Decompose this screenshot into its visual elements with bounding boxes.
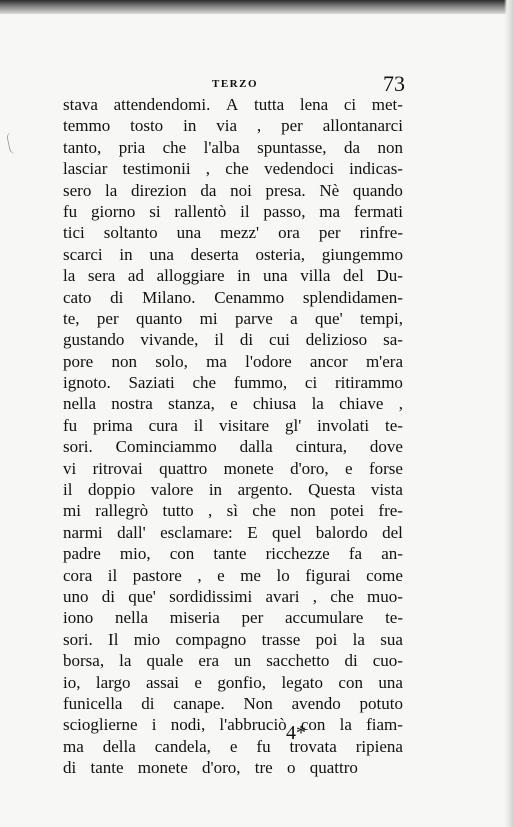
word: temmo (63, 116, 111, 136)
word: del (382, 522, 403, 542)
word: ritrovai (92, 458, 143, 478)
word: per (318, 223, 341, 243)
word: fu (256, 736, 271, 756)
word: parve (234, 308, 273, 328)
word: , (208, 501, 213, 521)
word: della (102, 736, 136, 756)
word: potuto (359, 693, 403, 713)
word: una (149, 244, 174, 264)
word: monete (223, 458, 274, 478)
word: sordidissimi (169, 586, 253, 606)
word: deserta (190, 244, 239, 264)
word: gonfio, (217, 672, 267, 692)
text-line (63, 693, 403, 714)
word: muo- (367, 586, 403, 606)
word: nodi, (170, 715, 206, 735)
word: da (200, 180, 217, 200)
word: iono (63, 608, 94, 628)
word: alloggiare (156, 266, 225, 286)
word: sori. (63, 629, 93, 649)
word: in (183, 116, 197, 136)
word: met- (371, 95, 403, 114)
word: valore (150, 480, 194, 500)
word: in (208, 480, 223, 500)
word: , (197, 565, 202, 585)
word: l'alba (203, 137, 240, 157)
word: con (300, 715, 326, 735)
word: non (377, 137, 403, 157)
word: indicas- (349, 159, 403, 179)
word: dalla (239, 437, 273, 457)
word: quando (352, 180, 403, 200)
word: la (339, 715, 352, 735)
word: l'abbruciò (219, 715, 287, 735)
text-line (63, 736, 403, 757)
word: vista (370, 480, 403, 500)
word: trasse (261, 629, 301, 649)
word: ancor (309, 351, 348, 371)
word: lasciar (63, 159, 108, 179)
word: direzion (130, 180, 187, 200)
word: cura (148, 415, 178, 435)
word: ma (319, 201, 341, 221)
word: la (311, 394, 324, 414)
word: in (119, 244, 133, 264)
word: Nè (319, 180, 340, 200)
text-line (63, 287, 403, 308)
word: solo, (155, 351, 188, 371)
word: Saziati (128, 373, 175, 393)
word: dove (369, 437, 403, 457)
text-line (63, 180, 403, 201)
word: mezz' (220, 223, 260, 243)
text-line (63, 586, 403, 607)
word: cato (63, 287, 92, 307)
word: , (312, 586, 317, 606)
word: quel (272, 522, 302, 542)
word: fa (348, 544, 363, 564)
word: trovata (289, 736, 337, 756)
text-line (63, 479, 403, 500)
word: rallentò (174, 201, 227, 221)
word: figurai (305, 565, 351, 585)
word: ricchezze (265, 544, 330, 564)
word: i (151, 715, 157, 735)
word: sì (226, 501, 238, 521)
word: testimonii (122, 159, 191, 179)
word: legato (281, 672, 323, 692)
word: una (263, 266, 288, 286)
running-head: TERZO (212, 78, 259, 90)
word: osteria, (255, 244, 306, 264)
word: il (63, 480, 73, 500)
word: scarci (63, 244, 103, 264)
word: mi (63, 501, 81, 521)
word: balordo (315, 522, 368, 542)
word: Milano. (142, 287, 196, 307)
word: Non (243, 693, 273, 713)
word: dall' (117, 522, 146, 542)
word: gustando (63, 330, 125, 350)
word: poi (315, 629, 338, 649)
word: giungemmo (321, 244, 403, 264)
word: Du- (376, 266, 403, 286)
word: a (290, 308, 298, 328)
text-line (63, 607, 403, 628)
word: giorno (91, 201, 136, 221)
word: largo (95, 672, 131, 692)
word: quale (146, 651, 184, 671)
word: candela, (154, 736, 211, 756)
text-line (63, 308, 403, 329)
page-number: 73 (383, 71, 405, 96)
word: di (110, 287, 124, 307)
word: doppio (88, 480, 136, 500)
word: E (247, 522, 258, 542)
word: padre (63, 544, 101, 564)
word: prima (93, 415, 133, 435)
text-line: di tante monete d'oro, tre o quattro (63, 758, 358, 778)
word: e (229, 736, 238, 756)
word: fu (63, 201, 78, 221)
text-line (63, 543, 403, 564)
word: avendo (291, 693, 341, 713)
word: mio, (119, 544, 151, 564)
word: allontanarci (322, 116, 403, 136)
word: di (101, 586, 115, 606)
word: la (119, 651, 132, 671)
text-line (63, 94, 403, 115)
word: del (343, 266, 364, 286)
word: assai (145, 672, 179, 692)
word: ritirammo (334, 373, 403, 393)
word: esclamare: (160, 522, 233, 542)
word: cuo- (372, 651, 403, 671)
word: la (105, 180, 118, 200)
word: e (345, 458, 353, 478)
word: scioglierne (63, 715, 138, 735)
text-line (63, 265, 403, 286)
word: tici (63, 223, 85, 243)
word: , (398, 394, 403, 414)
word: cui (269, 330, 290, 350)
word: cora (63, 565, 93, 585)
word: nella (114, 608, 149, 628)
word: vi (63, 458, 77, 478)
word: era (198, 651, 220, 671)
text-line (63, 201, 403, 222)
word: narmi (63, 522, 103, 542)
word: te, (63, 308, 80, 328)
word: fummo, (233, 373, 288, 393)
word: ora (278, 223, 300, 243)
text-line (63, 372, 403, 393)
word: di (239, 330, 254, 350)
word: come (366, 565, 403, 585)
word: A (226, 95, 239, 114)
word: potei (330, 501, 365, 521)
word: me (240, 565, 261, 585)
text-line (63, 393, 403, 414)
text-line (63, 672, 403, 693)
word: visitare (219, 415, 270, 435)
text-line (63, 629, 403, 650)
word: ma (63, 736, 84, 756)
word: ci (343, 95, 357, 114)
word: pastore (132, 565, 182, 585)
word: stava (63, 95, 98, 114)
word: que' (315, 308, 343, 328)
text-line (63, 714, 403, 735)
word: an- (381, 544, 403, 564)
word: Il (108, 629, 119, 649)
word: rallegrò (95, 501, 149, 521)
word: che (252, 501, 276, 521)
word: uno (63, 586, 89, 606)
word: ignoto. (63, 373, 111, 393)
word: tempi, (360, 308, 403, 328)
word: tosto (130, 116, 164, 136)
word: non (290, 501, 316, 521)
word: per (241, 608, 264, 628)
word: il (107, 565, 118, 585)
word: , (256, 116, 262, 136)
text-line (63, 436, 403, 457)
text-line (63, 458, 403, 479)
word: cintura, (295, 437, 348, 457)
word: que' (128, 586, 156, 606)
word: per (281, 116, 303, 136)
word: attendendomi. (113, 95, 211, 114)
word: un (234, 651, 252, 671)
word: che (225, 159, 249, 179)
word: per (96, 308, 119, 328)
text-line (63, 244, 403, 265)
word: passo, (263, 201, 306, 221)
word: Cenammo (214, 287, 285, 307)
word: delizioso (305, 330, 368, 350)
word: e (217, 565, 225, 585)
word: sacchetto (266, 651, 330, 671)
page-top-edge-shadow (0, 0, 514, 14)
word: d'oro, (290, 458, 329, 478)
word: Cominciammo (115, 437, 217, 457)
word: accumulare (284, 608, 364, 628)
word: forse (368, 458, 403, 478)
word: chiave (339, 394, 384, 414)
word: argento. (237, 480, 293, 500)
word: con (169, 544, 195, 564)
word: e (230, 394, 238, 414)
word: m'era (365, 351, 403, 371)
word: lena (299, 95, 329, 114)
word: miseria (169, 608, 220, 628)
page-right-edge-shadow (504, 0, 514, 827)
word: una (176, 223, 202, 243)
word: via (216, 116, 238, 136)
body-text (63, 94, 403, 779)
word: da (344, 137, 361, 157)
word: involati (317, 415, 370, 435)
word: nostra (111, 394, 153, 414)
word: te- (384, 415, 403, 435)
word: tante (213, 544, 247, 564)
text-line (63, 650, 403, 671)
word: mio (133, 629, 161, 649)
text-line (63, 222, 403, 243)
text-line (63, 158, 403, 179)
word: pore (63, 351, 94, 371)
word: l'odore (245, 351, 292, 371)
word: funicella (63, 693, 123, 713)
word: ci (304, 373, 318, 393)
word: gl' (284, 415, 302, 435)
word: che (330, 586, 354, 606)
word: stanza, (168, 394, 215, 414)
text-line (63, 415, 403, 436)
margin-pencil-mark (6, 131, 19, 154)
word: sa- (383, 330, 403, 350)
word: Questa (308, 480, 356, 500)
text-line (63, 329, 403, 350)
word: sori. (63, 437, 93, 457)
word: ad (127, 266, 144, 286)
signature-mark: 4* (286, 722, 306, 744)
word: il (193, 415, 204, 435)
text-line (63, 522, 403, 543)
word: presa. (265, 180, 306, 200)
word: tutto (162, 501, 194, 521)
word: compagno (175, 629, 247, 649)
word: il (214, 330, 224, 350)
word: nella (63, 394, 97, 414)
word: quanto (136, 308, 183, 328)
word: la (352, 629, 365, 649)
word: in (237, 266, 251, 286)
text-line (63, 565, 403, 586)
text-line (63, 137, 403, 158)
word: la (63, 266, 76, 286)
word: ma (206, 351, 227, 371)
word: con (338, 672, 363, 692)
word: e (194, 672, 202, 692)
word: fiam- (366, 715, 403, 735)
word: che (192, 373, 217, 393)
word: , (205, 159, 211, 179)
word: sera (87, 266, 116, 286)
word: te- (385, 608, 403, 628)
word: si (149, 201, 161, 221)
word: che (162, 137, 187, 157)
word: tutta (253, 95, 285, 114)
word: lo (276, 565, 290, 585)
word: una (378, 672, 403, 692)
word: tanto, (63, 137, 102, 157)
word: di (141, 693, 155, 713)
word: sero (63, 180, 92, 200)
word: mi (199, 308, 218, 328)
word: io, (63, 672, 81, 692)
word: soltanto (103, 223, 158, 243)
word: fu (63, 415, 78, 435)
word: quattro (159, 458, 208, 478)
word: sua (380, 629, 403, 649)
text-line (63, 500, 403, 521)
word: il (240, 201, 250, 221)
word: noi (230, 180, 252, 200)
word: splendidamen- (302, 287, 403, 307)
word: ripiena (355, 736, 403, 756)
word: di (344, 651, 358, 671)
word: rinfre- (359, 223, 403, 243)
word: avari (265, 586, 300, 606)
text-line (63, 115, 403, 136)
word: borsa, (63, 651, 105, 671)
word: vedendoci (264, 159, 334, 179)
word: spuntasse, (257, 137, 327, 157)
word: fre- (378, 501, 403, 521)
word: chiusa (252, 394, 297, 414)
text-line (63, 351, 403, 372)
word: villa (300, 266, 331, 286)
word: fermati (353, 201, 403, 221)
page-header (60, 71, 405, 96)
word: pria (118, 137, 146, 157)
word: canape. (173, 693, 225, 713)
word: vivande, (140, 330, 199, 350)
word: non (111, 351, 137, 371)
